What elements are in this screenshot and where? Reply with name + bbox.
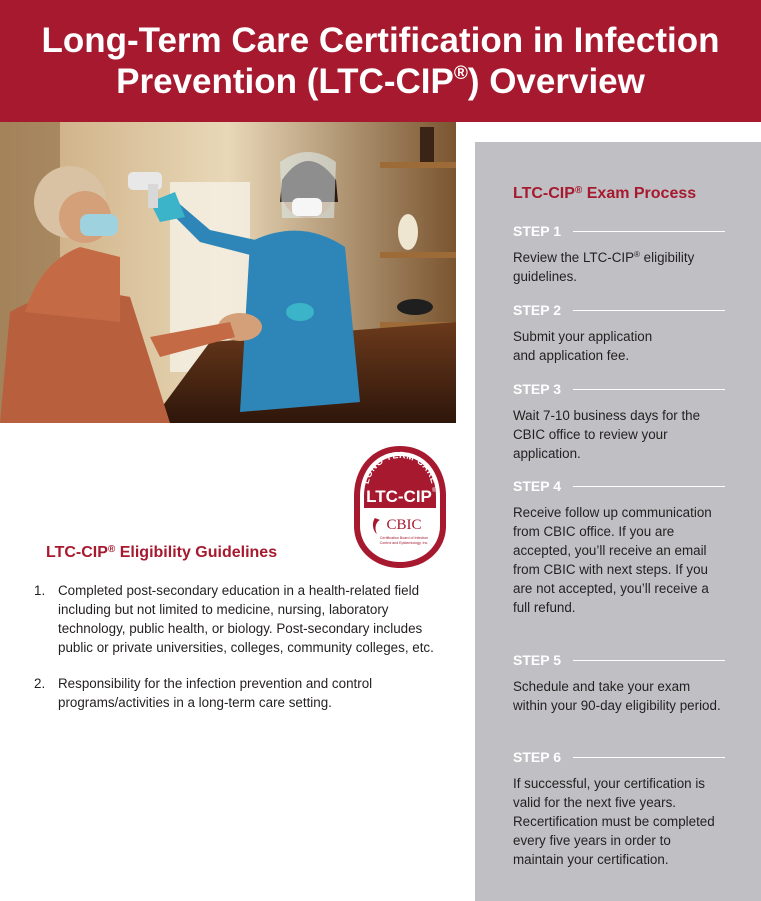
seal-org-name: CBIC: [386, 517, 422, 533]
page-title-text: Long-Term Care Certification in Infection Prevention (LTC-CIP: [41, 21, 720, 101]
step-label: STEP 6: [513, 749, 561, 765]
step-divider: [573, 310, 725, 311]
step-text-part: eligibility guidelines.: [513, 250, 695, 284]
seal-registered-mark: ®: [432, 488, 437, 494]
eligibility-title-acronym: LTC-CIP: [46, 544, 108, 561]
step-5: [513, 651, 725, 715]
step-label: STEP 2: [513, 302, 561, 318]
exam-process-panel: [475, 142, 761, 901]
step-divider: [573, 757, 725, 758]
step-text: [513, 248, 725, 286]
item-number: 2.: [34, 676, 46, 691]
page-title: [0, 20, 761, 102]
step-divider: [573, 231, 725, 232]
step-text-part: Review the LTC-CIP: [513, 250, 635, 265]
step-label: STEP 5: [513, 652, 561, 668]
seal-org-subtitle-1: Certification Board of Infection: [379, 536, 429, 540]
step-text: If successful, your certification is valid for the next five years. Recertification must be completed every five years in order to maintain your certification.: [513, 776, 715, 867]
item-number: 1.: [34, 583, 46, 598]
step-label: STEP 1: [513, 223, 561, 239]
eligibility-title-text: Eligibility Guidelines: [115, 544, 278, 561]
registered-mark: ®: [574, 185, 583, 196]
item-text: Responsibility for the infection prevention and control programs/activities in a long-term care setting.: [58, 676, 373, 710]
page-header: [0, 0, 761, 122]
seal-acronym: LTC-CIP: [366, 487, 432, 506]
eligibility-item: [34, 581, 454, 657]
eligibility-item: [34, 674, 454, 712]
registered-mark: ®: [453, 63, 468, 84]
step-divider: [573, 389, 725, 390]
step-text: Receive follow up communication from CBIC office. If you are accepted, you’ll receive an email from CBIC with next steps. If you are not accepted, you’ll receive a full refund.: [513, 505, 712, 615]
step-divider: [573, 660, 725, 661]
exam-process-title-acronym: LTC-CIP: [513, 185, 575, 202]
step-1: [513, 222, 725, 286]
nurse-checking-temperature-illustration: [0, 122, 456, 423]
exam-process-title: [513, 185, 696, 203]
seal-org-subtitle-2: Control and Epidemiology, Inc.: [379, 541, 429, 545]
ltc-cip-seal: [352, 444, 448, 570]
eligibility-list: [34, 581, 454, 729]
exam-process-title-text: Exam Process: [582, 185, 697, 202]
step-text: Submit your application and application fee.: [513, 329, 653, 363]
step-divider: [573, 486, 725, 487]
step-text: Schedule and take your exam within your 90-day eligibility period.: [513, 679, 721, 713]
seal-arc-text: LONG TERM CARE: [360, 449, 440, 485]
registered-mark: ®: [107, 544, 116, 555]
step-2: [513, 301, 725, 365]
item-text: Completed post-secondary education in a health-related field including but not limited to medicine, nursing, laboratory technology, public health, or biology. Post-secondary includes public or private universities, colleges, community colleges, etc.: [58, 583, 434, 655]
step-label: STEP 4: [513, 478, 561, 494]
step-text: Wait 7-10 business days for the CBIC office to review your application.: [513, 408, 701, 461]
step-4: [513, 477, 725, 617]
registered-mark: ®: [634, 250, 640, 259]
step-3: [513, 380, 725, 463]
step-label: STEP 3: [513, 381, 561, 397]
page-title-suffix: ) Overview: [467, 62, 645, 101]
eligibility-title: [46, 544, 277, 562]
hero-photo: [0, 122, 456, 423]
step-6: [513, 748, 725, 869]
